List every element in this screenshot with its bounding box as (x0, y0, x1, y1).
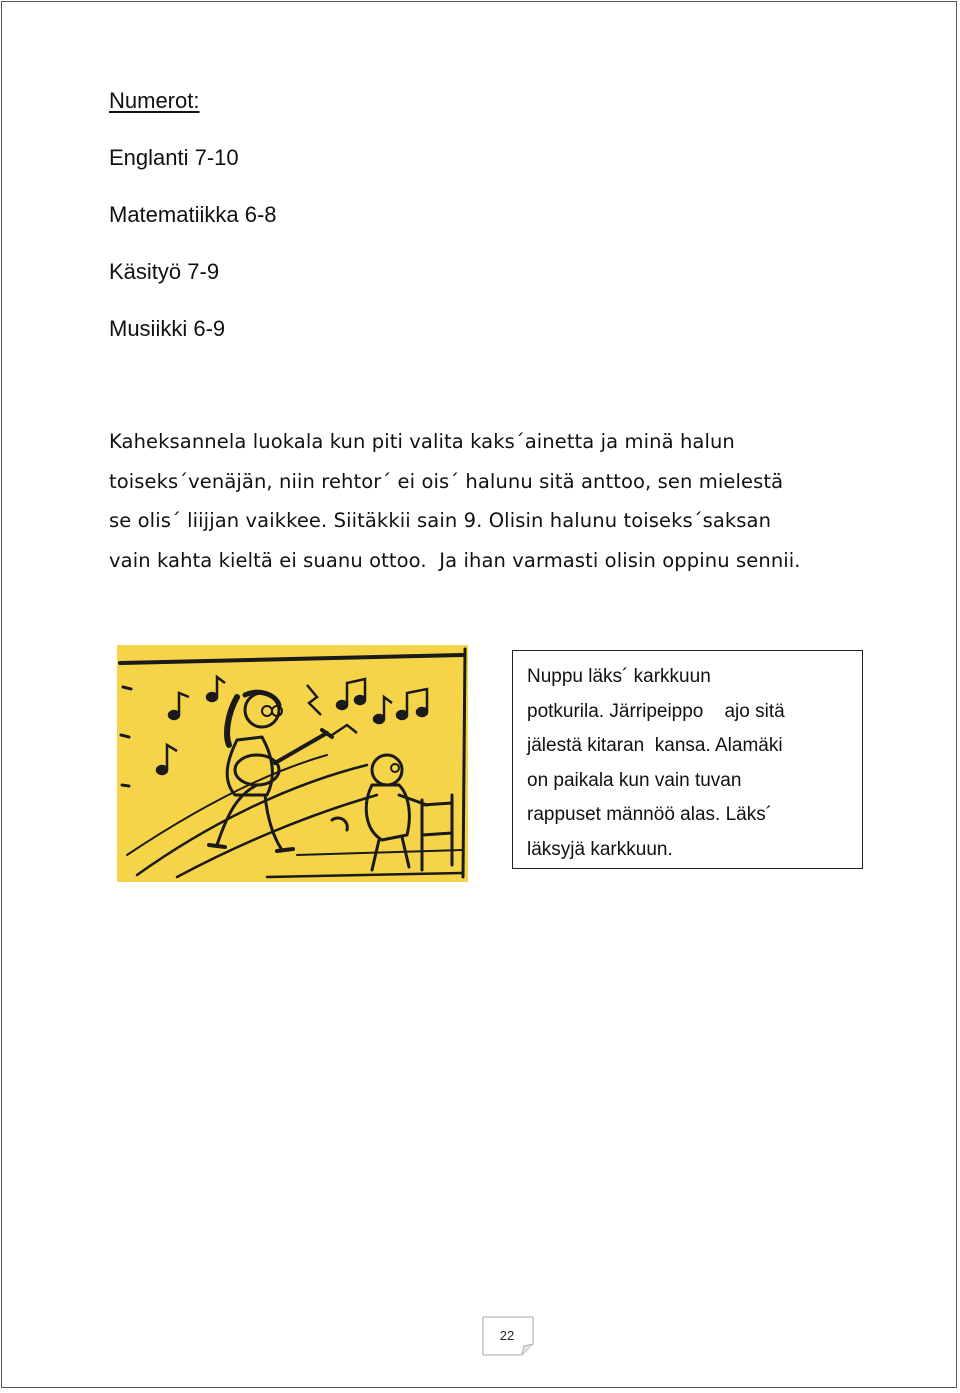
caption-line: läksyjä karkkuun. (527, 838, 673, 860)
page-number-text: 22 (499, 1327, 515, 1343)
grade-music: Musiikki 6-9 (109, 316, 226, 341)
cartoon-caption (512, 650, 863, 869)
grade-crafts: Käsityö 7-9 (109, 259, 220, 284)
cartoon-illustration (117, 645, 468, 882)
story-paragraph (109, 422, 909, 580)
caption-line: Nuppu läks´ karkkuun (527, 666, 711, 687)
paragraph-line: toiseks´venäjän, niin rehtor´ ei ois´ halunu sitä anttoo, sen mielestä (109, 469, 784, 493)
grades-heading: Numerot: (109, 88, 200, 113)
paragraph-line: se olis´ liijjan vaikkee. Siitäkkii sain 9. Olisin halunu toiseks´saksan (109, 509, 772, 532)
page-number (482, 1316, 534, 1356)
paragraph-line: Kaheksannela luokala kun piti valita kaks´ainetta ja minä halun (109, 430, 735, 453)
caption-line: jälestä kitaran kansa. Alamäki (527, 735, 783, 756)
grade-english: Englanti 7-10 (109, 145, 239, 170)
caption-line: on paikala kun vain tuvan (527, 769, 742, 791)
caption-line: rappuset männöö alas. Läks´ (527, 804, 773, 825)
caption-line: potkurila. Järripeippo ajo sitä (527, 700, 785, 722)
grade-math: Matematiikka 6-8 (109, 202, 277, 227)
paragraph-line: vain kahta kieltä ei suanu ottoo. Ja ihan varmasti olisin oppinu sennii. (109, 548, 801, 572)
